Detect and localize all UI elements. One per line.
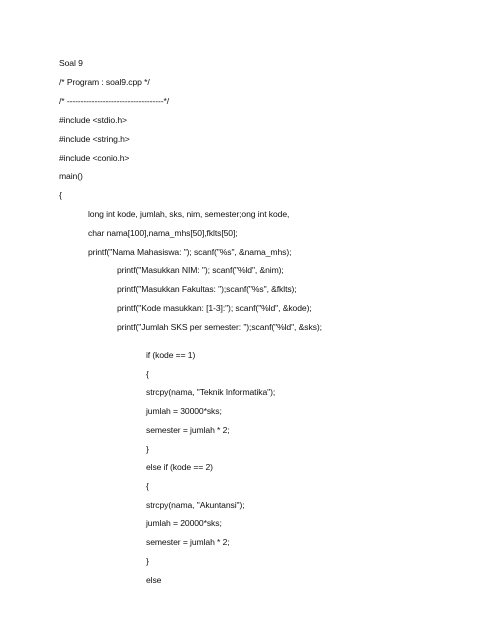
code-line: char nama[100],nama_mhs[50],fklts[50];: [88, 228, 238, 238]
code-line: jumlah = 30000*sks;: [146, 406, 222, 416]
code-line: jumlah = 20000*sks;: [146, 518, 222, 528]
code-line: printf("Jumlah SKS per semester: ");scanf("%ld", &sks);: [117, 322, 322, 332]
code-line: #include <conio.h>: [59, 153, 130, 163]
code-line: printf("Nama Mahasiswa: "); scanf("%s", &nama_mhs);: [88, 247, 292, 257]
code-line: long int kode, jumlah, sks, nim, semester;ong int kode,: [88, 209, 290, 219]
code-line: {: [146, 369, 149, 379]
code-line: printf("Masukkan NIM: "); scanf("%ld", &nim);: [117, 265, 284, 275]
code-line: if (kode == 1): [146, 350, 196, 360]
code-line: #include <stdio.h>: [59, 115, 127, 125]
code-line: else if (kode == 2): [146, 462, 213, 472]
doc-title: Soal 9: [59, 58, 83, 68]
code-line: semester = jumlah * 2;: [146, 537, 230, 547]
code-line: #include <string.h>: [59, 134, 130, 144]
code-line: /* Program : soal9.cpp */: [59, 77, 150, 87]
code-line: strcpy(nama, "Teknik Informatika");: [146, 387, 276, 397]
code-line: semester = jumlah * 2;: [146, 425, 230, 435]
code-line: {: [146, 481, 149, 491]
code-line: /* -----------------------------------*/: [59, 96, 170, 106]
code-line: printf("Masukkan Fakultas: ");scanf("%s", &fklts);: [117, 284, 297, 294]
code-line: else: [146, 575, 162, 585]
code-line: main(): [59, 171, 83, 181]
code-line: {: [59, 190, 62, 200]
code-line: strcpy(nama, "Akuntansi");: [146, 500, 245, 510]
code-line: printf("Kode masukkan: [1-3]:"); scanf("%ld", &kode);: [117, 303, 312, 313]
code-line: }: [146, 556, 149, 566]
code-line: }: [146, 444, 149, 454]
